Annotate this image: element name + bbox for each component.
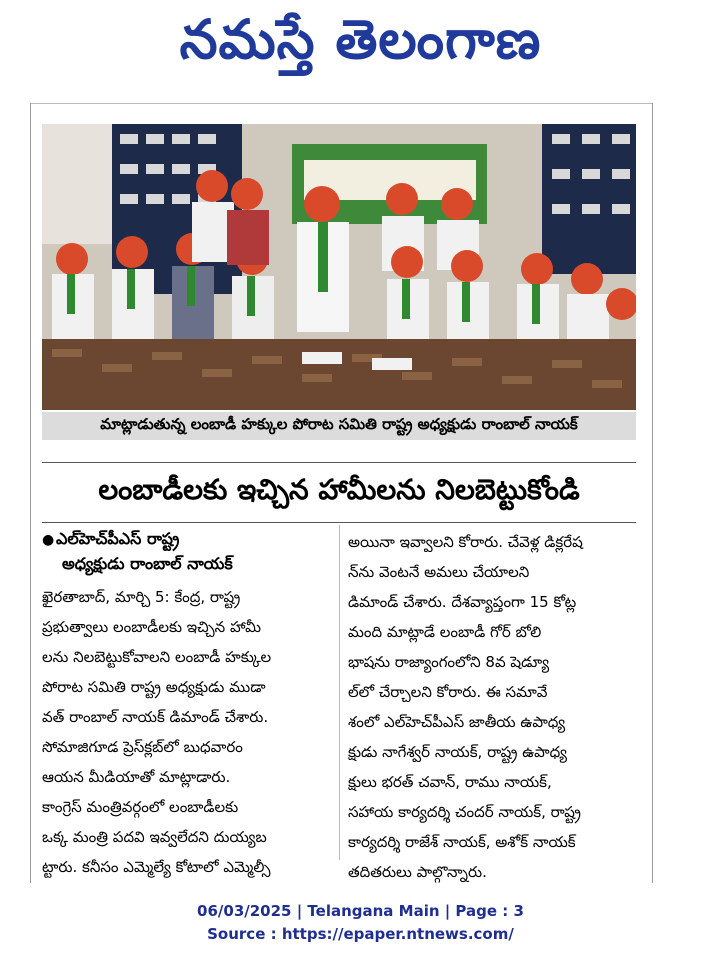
footer-source: Source : https://epaper.ntnews.com/ (207, 925, 514, 943)
news-photo (42, 124, 636, 410)
footer-date-edition: 06/03/2025 | Telangana Main | Page : 3 (197, 902, 524, 920)
body-line: ట్టారు. కనీసం ఎమ్మెల్యే కోటాలో ఎమ్మెల్సీ (42, 858, 271, 876)
body-line: లను నిలబెట్టుకోవాలని లంబాడీ హక్కుల (42, 648, 272, 666)
body-line: ఒక్క మంత్రి పదవి ఇవ్వలేదని దుయ్యబ (42, 828, 267, 846)
body-line: క్షుడు నాగేశ్వర్ నాయక్, రాష్ట్ర ఉపాధ్య (348, 743, 567, 761)
body-line: సోమాజిగూడ ప్రెస్‌క్లబ్‌లో బుధవారం (42, 738, 243, 756)
frame-top-border (30, 103, 653, 104)
newspaper-title: నమస్తే తెలంగాణ (179, 7, 542, 71)
body-line: శంలో ఎల్‌హెచ్‌పీఎస్ జాతీయ ఉపాధ్య (348, 713, 566, 731)
body-line: వత్ రాంబాల్ నాయక్ డిమాండ్ చేశారు. (42, 708, 269, 726)
headline-top-rule (42, 462, 636, 463)
article-body-right (348, 527, 636, 887)
photo-caption: మాట్లాడుతున్న లంబాడీ హక్కుల పోరాట సమితి రాష్ట్ర అధ్యక్షుడు రాంబాల్ నాయక్ (42, 412, 636, 440)
column-divider (339, 525, 340, 860)
body-line: ఆయన మీడియాతో మాట్లాడారు. (42, 768, 231, 786)
frame-right-border (652, 103, 653, 883)
body-line: డిమాండ్ చేశారు. దేశవ్యాప్తంగా 15 కోట్ల (348, 593, 577, 611)
body-line: మంది మాట్లాడే లంబాడీ గోర్ బోలి (348, 623, 542, 641)
subheading-line-2: అధ్యక్షుడు రాంబాల్ నాయక్ (62, 554, 233, 573)
body-line: భాషను రాజ్యాంగంలోని 8వ షెడ్యూ (348, 653, 550, 671)
subheading (42, 527, 328, 577)
headline-bottom-rule (42, 522, 636, 523)
body-line: పోరాట సమితి రాష్ట్ర అధ్యక్షుడు ముడా (42, 678, 266, 696)
frame-left-border (30, 103, 31, 883)
headline: లంబాడీలకు ఇచ్చిన హామీలను నిలబెట్టుకోండి (98, 473, 580, 506)
body-line: ఖైరతాబాద్, మార్చి 5: కేంద్ర, రాష్ట్ర (42, 588, 241, 606)
subheading-line-1: ఎల్‌హెచ్‌పీఎస్ రాష్ట్ర (56, 529, 180, 548)
article-body-left (42, 582, 328, 882)
body-line: న్‌ను వెంటనే అమలు చేయాలని (348, 563, 530, 581)
body-line: ల్‌లో చేర్చాలని కోరారు. ఈ సమావే (348, 683, 548, 701)
body-line: క్షులు భరత్ చవాన్, రాము నాయక్, (348, 773, 552, 791)
body-line: సహాయ కార్యదర్శి చందర్ నాయక్, రాష్ట్ర (348, 803, 581, 821)
masthead (0, 0, 721, 92)
photo-illustration (42, 124, 636, 410)
body-line: కాంగ్రెస్ మంత్రివర్గంలో లంబాడీలకు (42, 798, 239, 816)
body-line: ప్రభుత్వాలు లంబాడీలకు ఇచ్చిన హామీ (42, 618, 262, 636)
body-line: కార్యదర్శి రాజేశ్ నాయక్, అశోక్ నాయక్ (348, 833, 576, 851)
body-line: అయినా ఇవ్వాలని కోరారు. చేవెళ్ల డిక్లరేష (348, 533, 583, 551)
body-line: తదితరులు పాల్గొన్నారు. (348, 863, 487, 881)
bullet-icon: ● (42, 532, 55, 548)
